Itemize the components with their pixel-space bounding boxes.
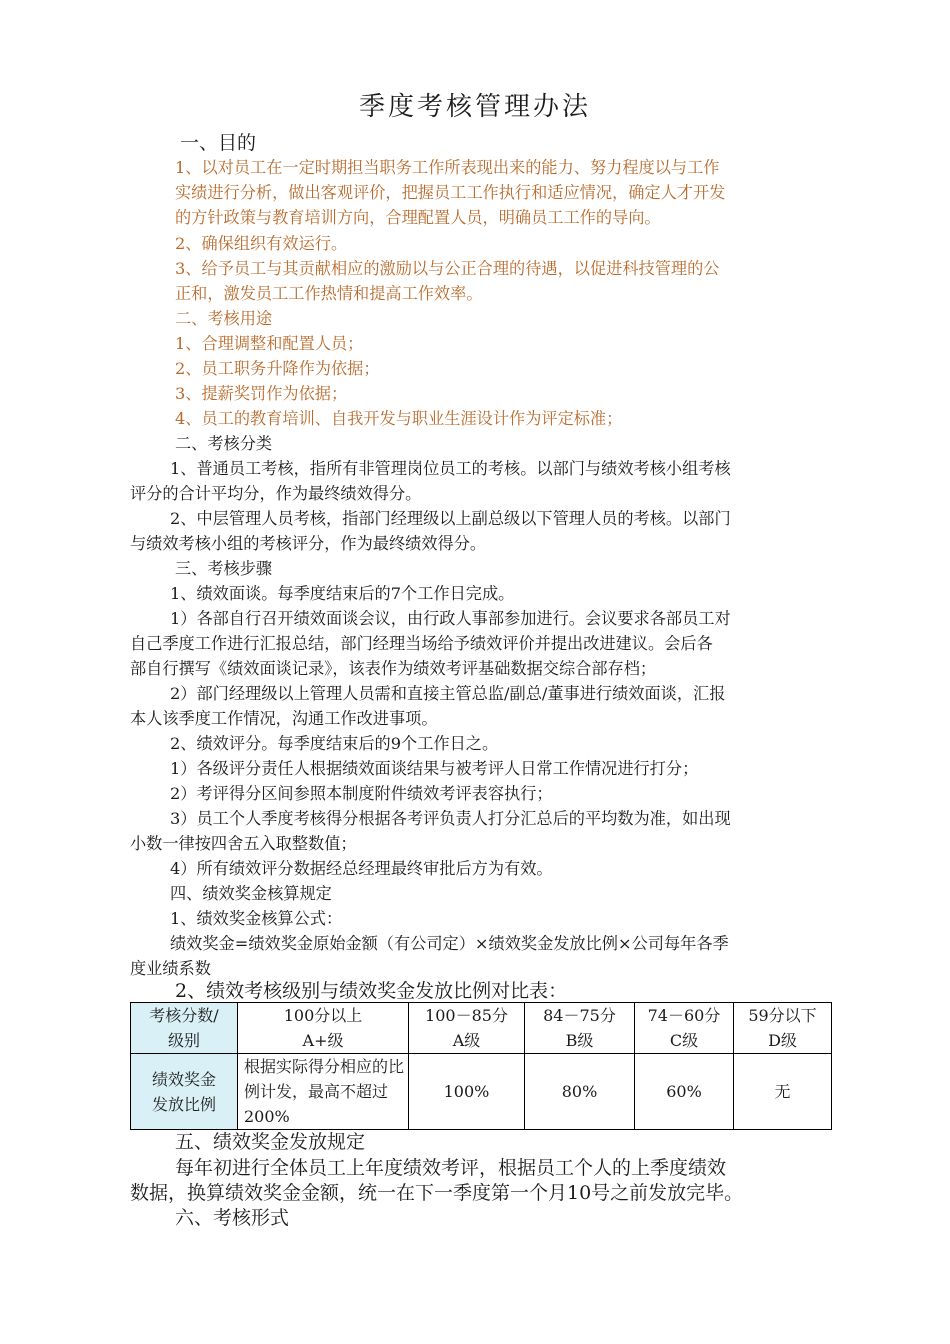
paragraph-line: 每年初进行全体员工上年度绩效考评，根据员工个人的上季度绩效 [175, 1157, 727, 1179]
paragraph-line: 2）部门经理级以上管理人员需和直接主管总监/副总/董事进行绩效面谈，汇报 [170, 684, 726, 703]
paragraph-line: 1、绩效奖金核算公式： [170, 909, 343, 928]
section-heading: 二、考核分类 [175, 434, 273, 453]
section-heading: 三、考核步骤 [175, 559, 273, 578]
paragraph-line: 本人该季度工作情况，沟通工作改进事项。 [130, 709, 438, 728]
section-heading: 一、目的 [180, 132, 257, 154]
table-cell: 无 [734, 1054, 832, 1130]
page-title: 季度考核管理办法 [358, 92, 591, 122]
paragraph-line: 1、普通员工考核，指所有非管理岗位员工的考核。以部门与绩效考核小组考核 [170, 459, 731, 478]
paragraph-line: 实绩进行分析，做出客观评价，把握员工工作执行和适应情况，确定人才开发 [175, 183, 726, 202]
paragraph-line: 1、绩效面谈。每季度结束后的7个工作日完成。 [170, 584, 515, 603]
header-cell: 考核分数/ 级别 [131, 1003, 238, 1054]
header-cell: 100－85分 A级 [409, 1003, 525, 1054]
table-cell: 60% [635, 1054, 734, 1130]
paragraph-line: 的方针政策与教育培训方向，合理配置人员，明确员工工作的导向。 [175, 208, 661, 227]
section-heading: 六、考核形式 [175, 1207, 290, 1229]
paragraph-line: 数据，换算绩效奖金金额，统一在下一季度第一个月10号之前发放完毕。 [130, 1182, 744, 1204]
table-cell: 100% [409, 1054, 525, 1130]
table-header-row [131, 1003, 832, 1054]
paragraph-line: 评分的合计平均分，作为最终绩效得分。 [130, 484, 422, 503]
list-item: 4、员工的教育培训、自我开发与职业生涯设计作为评定标准； [175, 409, 623, 428]
table-row [131, 1054, 832, 1130]
paragraph-line: 4）所有绩效评分数据经总经理最终审批后方为有效。 [170, 859, 553, 878]
paragraph-line: 小数一律按四舍五入取整数值； [130, 834, 357, 853]
paragraph-line: 2、绩效评分。每季度结束后的9个工作日之。 [170, 734, 499, 753]
table-caption: 2、绩效考核级别与绩效奖金发放比例对比表： [175, 980, 568, 1002]
paragraph-line: 1）各级评分责任人根据绩效面谈结果与被考评人日常工作情况进行打分； [170, 759, 699, 778]
paragraph-line: 1）各部自行召开绩效面谈会议，由行政人事部参加进行。会议要求各部员工对 [170, 609, 731, 628]
list-item: 1、合理调整和配置人员； [175, 334, 364, 353]
header-cell: 74－60分 C级 [635, 1003, 734, 1054]
paragraph-line: 部自行撰写《绩效面谈记录》，该表作为绩效考评基础数据交综合部存档； [130, 659, 657, 678]
list-item: 3、提薪奖罚作为依据； [175, 384, 348, 403]
paragraph-line: 3、给予员工与其贡献相应的激励以与公正合理的待遇，以促进科技管理的公 [175, 259, 720, 278]
paragraph-line: 2）考评得分区间参照本制度附件绩效考评表容执行； [170, 784, 553, 803]
header-cell: 59分以下 D级 [734, 1003, 832, 1054]
table-cell: 根据实际得分相应的比例计发，最高不超过200% [238, 1054, 409, 1130]
paragraph-line: 3）员工个人季度考核得分根据各考评负责人打分汇总后的平均数为准，如出现 [170, 809, 731, 828]
list-item: 2、员工职务升降作为依据； [175, 359, 380, 378]
paragraph-line: 正和，激发员工工作热情和提高工作效率。 [175, 284, 483, 303]
header-cell: 84－75分 B级 [525, 1003, 635, 1054]
section-heading: 四、绩效奖金核算规定 [170, 884, 332, 903]
paragraph-line: 2、中层管理人员考核，指部门经理级以上副总级以下管理人员的考核。以部门 [170, 509, 731, 528]
section-heading: 二、考核用途 [175, 309, 273, 328]
table-cell: 80% [525, 1054, 635, 1130]
header-cell: 100分以上 A+级 [238, 1003, 409, 1054]
paragraph-line: 1、以对员工在一定时期担当职务工作所表现出来的能力、努力程度以与工作 [175, 158, 720, 177]
row-label-cell: 绩效奖金 发放比例 [131, 1054, 238, 1130]
paragraph-line: 度业绩系数 [130, 959, 211, 978]
paragraph-line: 自己季度工作进行汇报总结，部门经理当场给予绩效评价并提出改进建议。会后各 [130, 634, 713, 653]
bonus-ratio-table [130, 1002, 832, 1130]
paragraph-line: 绩效奖金=绩效奖金原始金额（有公司定）×绩效奖金发放比例×公司每年各季 [170, 934, 729, 953]
section-heading: 五、绩效奖金发放规定 [175, 1131, 366, 1153]
paragraph-line: 与绩效考核小组的考核评分，作为最终绩效得分。 [130, 534, 487, 553]
paragraph-line: 2、确保组织有效运行。 [175, 234, 348, 253]
